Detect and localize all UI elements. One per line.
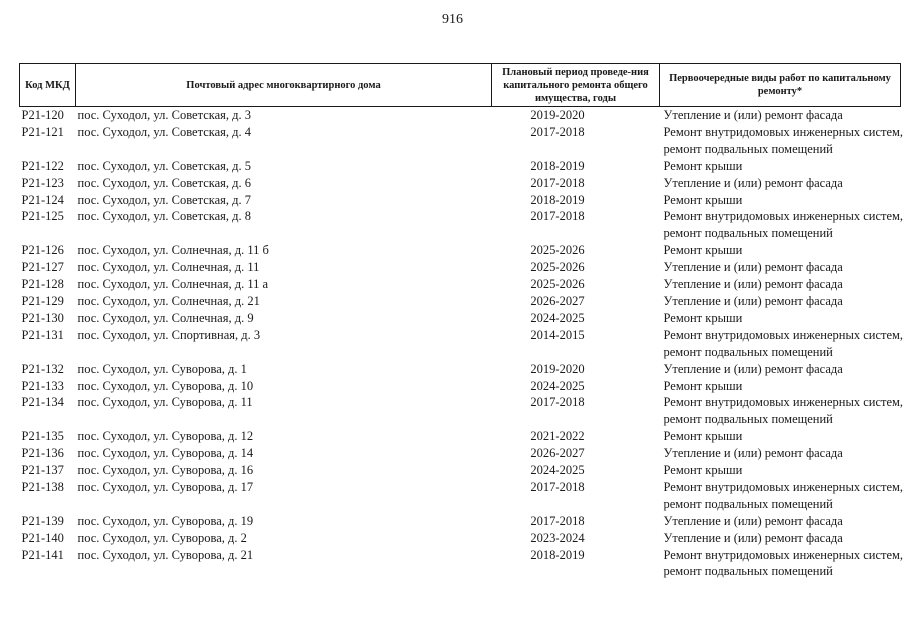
table-row: [20, 259, 901, 276]
cell-address: пос. Суходол, ул. Суворова, д. 17: [77, 479, 254, 494]
works-line: Утепление и (или) ремонт фасада: [663, 446, 843, 461]
cell-code: Р21-124: [21, 192, 64, 207]
cell-works: [660, 107, 901, 124]
table-row: [20, 445, 901, 462]
cell-period: 2018-2019: [530, 192, 585, 207]
cell-code: Р21-132: [21, 361, 64, 376]
works-line: Утепление и (или) ремонт фасада: [663, 260, 843, 275]
cell-works: [660, 192, 901, 209]
works-line: ремонт подвальных помещений: [663, 141, 833, 156]
cell-address: пос. Суходол, ул. Суворова, д. 14: [77, 446, 254, 461]
cell-address: пос. Суходол, ул. Суворова, д. 1: [77, 361, 247, 376]
cell-works: [660, 394, 904, 428]
cell-code: Р21-123: [21, 175, 64, 190]
cell-period: 2018-2019: [530, 547, 585, 562]
cell-works: [660, 428, 901, 445]
cell-period: 2017-2018: [530, 395, 585, 410]
cell-works: [660, 378, 901, 395]
table-row: [20, 310, 901, 327]
cell-address: пос. Суходол, ул. Советская, д. 6: [77, 175, 252, 190]
works-line: Ремонт крыши: [663, 192, 743, 207]
works-line: ремонт подвальных помещений: [663, 496, 833, 511]
cell-works: [660, 124, 904, 158]
cell-code: Р21-136: [21, 446, 64, 461]
works-line: Ремонт внутридомовых инженерных систем,: [663, 327, 904, 342]
cell-works: [660, 175, 901, 192]
works-line: Ремонт крыши: [663, 243, 743, 258]
cell-address: пос. Суходол, ул. Солнечная, д. 11: [77, 260, 260, 275]
cell-address: пос. Суходол, ул. Советская, д. 8: [77, 209, 252, 224]
cell-code: Р21-133: [21, 378, 64, 393]
cell-code: Р21-140: [21, 530, 64, 545]
cell-period: 2017-2018: [530, 209, 585, 224]
table-row: [20, 175, 901, 192]
cell-code: Р21-134: [21, 395, 64, 410]
works-line: Ремонт крыши: [663, 429, 743, 444]
cell-works: [660, 513, 901, 530]
table-row: [20, 547, 901, 581]
table-header: [20, 64, 901, 107]
cell-address: пос. Суходол, ул. Суворова, д. 21: [77, 547, 254, 562]
page-number: 916: [442, 12, 463, 27]
works-line: Утепление и (или) ремонт фасада: [663, 108, 843, 122]
cell-code: Р21-141: [21, 547, 64, 562]
table-row: [20, 394, 901, 428]
works-line: Ремонт крыши: [663, 378, 743, 393]
works-line: Утепление и (или) ремонт фасада: [663, 530, 843, 545]
works-line: Ремонт внутридомовых инженерных систем,: [663, 547, 904, 562]
works-line: Утепление и (или) ремонт фасада: [663, 513, 843, 528]
cell-period: 2017-2018: [530, 479, 585, 494]
header-period: Плановый период проведе-ния капитального ремонта общего имущества, годы: [492, 64, 660, 107]
table-row: [20, 378, 901, 395]
works-line: ремонт подвальных помещений: [663, 564, 833, 579]
works-line: ремонт подвальных помещений: [663, 412, 833, 427]
table-row: [20, 361, 901, 378]
cell-address: пос. Суходол, ул. Солнечная, д. 9: [77, 310, 254, 325]
cell-works: [660, 208, 904, 242]
cell-works: [660, 361, 901, 378]
works-line: Ремонт внутридомовых инженерных систем,: [663, 395, 904, 410]
table-row: [20, 327, 901, 361]
cell-works: [660, 479, 904, 513]
cell-code: Р21-137: [21, 463, 64, 478]
cell-period: 2025-2026: [530, 260, 585, 275]
table-row: [20, 462, 901, 479]
table-row: [20, 208, 901, 242]
cell-address: пос. Суходол, ул. Советская, д. 5: [77, 158, 252, 173]
cell-address: пос. Суходол, ул. Солнечная, д. 21: [77, 293, 260, 308]
cell-period: 2021-2022: [530, 429, 585, 444]
cell-address: пос. Суходол, ул. Суворова, д. 19: [77, 513, 254, 528]
capital-repair-table: [19, 63, 904, 580]
table-row: [20, 276, 901, 293]
table-row: [20, 107, 901, 124]
works-line: ремонт подвальных помещений: [663, 226, 833, 241]
header-address: Почтовый адрес многоквартирного дома: [76, 64, 492, 107]
table-row: [20, 158, 901, 175]
works-line: Утепление и (или) ремонт фасада: [663, 361, 843, 376]
cell-address: пос. Суходол, ул. Суворова, д. 16: [77, 463, 254, 478]
cell-works: [660, 259, 901, 276]
cell-address: пос. Суходол, ул. Суворова, д. 2: [77, 530, 247, 545]
works-line: Утепление и (или) ремонт фасада: [663, 175, 843, 190]
table-row: [20, 428, 901, 445]
cell-code: Р21-128: [21, 277, 64, 292]
cell-period: 2024-2025: [530, 310, 585, 325]
table-row: [20, 513, 901, 530]
works-line: Ремонт внутридомовых инженерных систем,: [663, 209, 904, 224]
cell-address: пос. Суходол, ул. Советская, д. 3: [77, 108, 252, 122]
table-body: [20, 107, 904, 581]
cell-address: пос. Суходол, ул. Советская, д. 4: [77, 124, 252, 139]
table-row: [20, 530, 901, 547]
cell-address: пос. Суходол, ул. Солнечная, д. 11 а: [77, 277, 269, 292]
cell-address: пос. Суходол, ул. Суворова, д. 11: [77, 395, 253, 410]
works-line: Утепление и (или) ремонт фасада: [663, 277, 843, 292]
header-works: Первоочередные виды работ по капитальному ремонту*: [660, 64, 901, 107]
works-line: Ремонт крыши: [663, 310, 743, 325]
cell-period: 2024-2025: [530, 378, 585, 393]
cell-works: [660, 158, 901, 175]
cell-address: пос. Суходол, ул. Суворова, д. 12: [77, 429, 254, 444]
table-row: [20, 124, 901, 158]
cell-code: Р21-129: [21, 293, 64, 308]
cell-period: 2023-2024: [530, 530, 585, 545]
cell-code: Р21-120: [21, 108, 64, 122]
cell-works: [660, 276, 901, 293]
table-row: [20, 293, 901, 310]
cell-period: 2017-2018: [530, 513, 585, 528]
cell-period: 2026-2027: [530, 293, 585, 308]
cell-period: 2019-2020: [530, 361, 585, 376]
cell-address: пос. Суходол, ул. Суворова, д. 10: [77, 378, 254, 393]
cell-works: [660, 547, 904, 581]
cell-code: Р21-122: [21, 158, 64, 173]
works-line: Ремонт крыши: [663, 463, 743, 478]
cell-code: Р21-139: [21, 513, 64, 528]
cell-works: [660, 310, 901, 327]
cell-period: 2017-2018: [530, 175, 585, 190]
cell-address: пос. Суходол, ул. Солнечная, д. 11 б: [77, 243, 269, 258]
cell-works: [660, 462, 901, 479]
table-row: [20, 479, 901, 513]
table-row: [20, 192, 901, 209]
cell-period: 2018-2019: [530, 158, 585, 173]
works-line: Утепление и (или) ремонт фасада: [663, 293, 843, 308]
table-row: [20, 242, 901, 259]
cell-period: 2019-2020: [530, 108, 585, 122]
works-line: Ремонт крыши: [663, 158, 743, 173]
cell-code: Р21-126: [21, 243, 64, 258]
cell-code: Р21-130: [21, 310, 64, 325]
cell-code: Р21-138: [21, 479, 64, 494]
works-line: Ремонт внутридомовых инженерных систем,: [663, 124, 904, 139]
cell-works: [660, 327, 904, 361]
cell-code: Р21-127: [21, 260, 64, 275]
cell-works: [660, 242, 901, 259]
cell-period: 2026-2027: [530, 446, 585, 461]
cell-period: 2017-2018: [530, 124, 585, 139]
cell-period: 2025-2026: [530, 243, 585, 258]
cell-address: пос. Суходол, ул. Спортивная, д. 3: [77, 327, 261, 342]
header-code: Код МКД: [20, 64, 76, 107]
cell-works: [660, 293, 901, 310]
cell-code: Р21-135: [21, 429, 64, 444]
cell-works: [660, 445, 901, 462]
cell-code: Р21-125: [21, 209, 64, 224]
cell-period: 2025-2026: [530, 277, 585, 292]
cell-works: [660, 530, 901, 547]
works-line: ремонт подвальных помещений: [663, 344, 833, 359]
cell-period: 2014-2015: [530, 327, 585, 342]
cell-address: пос. Суходол, ул. Советская, д. 7: [77, 192, 252, 207]
cell-code: Р21-131: [21, 327, 64, 342]
cell-code: Р21-121: [21, 124, 64, 139]
cell-period: 2024-2025: [530, 463, 585, 478]
works-line: Ремонт внутридомовых инженерных систем,: [663, 479, 904, 494]
